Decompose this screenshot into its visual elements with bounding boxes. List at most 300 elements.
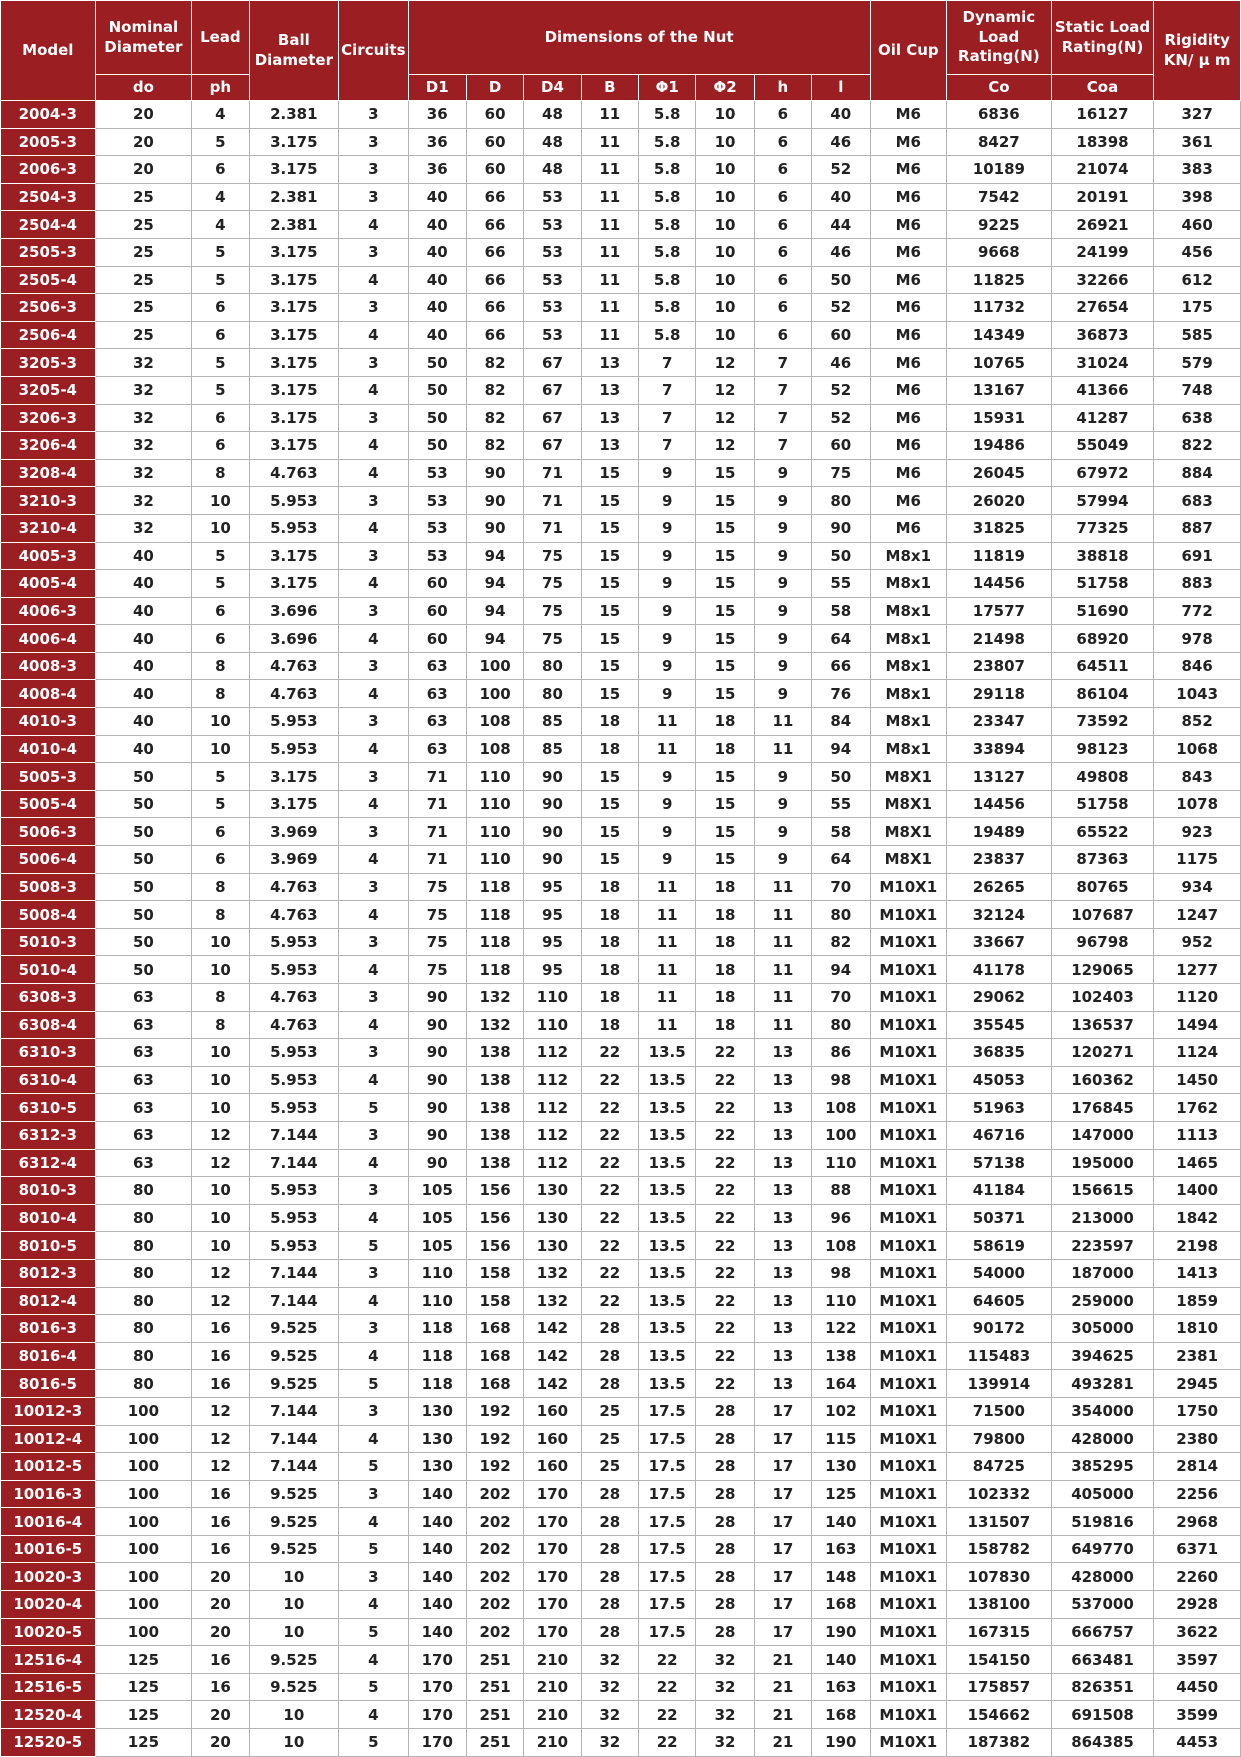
cell-d1: 50 xyxy=(408,404,466,432)
table-row xyxy=(1,1232,1241,1260)
cell-nominal-diameter: 32 xyxy=(95,432,192,460)
cell-d: 202 xyxy=(466,1535,523,1563)
cell-circuits: 4 xyxy=(339,211,408,239)
cell-lead: 16 xyxy=(192,1480,249,1508)
cell-d4: 48 xyxy=(524,156,581,184)
cell-model: 2006-3 xyxy=(1,156,96,184)
cell-phi2: 22 xyxy=(696,1039,754,1067)
cell-circuits: 4 xyxy=(339,1066,408,1094)
cell-b: 22 xyxy=(581,1094,638,1122)
cell-l: 122 xyxy=(812,1315,870,1343)
cell-lead: 12 xyxy=(192,1453,249,1481)
cell-d4: 95 xyxy=(524,928,581,956)
cell-d: 94 xyxy=(466,570,523,598)
cell-b: 28 xyxy=(581,1535,638,1563)
table-row xyxy=(1,156,1241,184)
cell-nominal-diameter: 100 xyxy=(95,1591,192,1619)
cell-d1: 71 xyxy=(408,818,466,846)
cell-l: 163 xyxy=(812,1673,870,1701)
cell-static-load: 87363 xyxy=(1051,846,1154,874)
cell-d4: 53 xyxy=(524,294,581,322)
cell-d4: 170 xyxy=(524,1618,581,1646)
cell-circuits: 4 xyxy=(339,321,408,349)
cell-circuits: 5 xyxy=(339,1729,408,1757)
cell-h: 11 xyxy=(754,956,811,984)
table-row xyxy=(1,376,1241,404)
cell-circuits: 4 xyxy=(339,376,408,404)
cell-b: 15 xyxy=(581,487,638,515)
cell-l: 168 xyxy=(812,1591,870,1619)
table-row xyxy=(1,1370,1241,1398)
cell-phi2: 15 xyxy=(696,790,754,818)
cell-nominal-diameter: 50 xyxy=(95,956,192,984)
cell-circuits: 3 xyxy=(339,1121,408,1149)
cell-model: 4006-3 xyxy=(1,597,96,625)
cell-nominal-diameter: 25 xyxy=(95,238,192,266)
cell-rigidity: 4453 xyxy=(1154,1729,1241,1757)
cell-phi1: 13.5 xyxy=(639,1094,696,1122)
cell-phi2: 15 xyxy=(696,652,754,680)
cell-d1: 140 xyxy=(408,1563,466,1591)
cell-dynamic-load: 11825 xyxy=(947,266,1052,294)
cell-oil-cup: M10X1 xyxy=(870,1287,946,1315)
cell-model: 10016-5 xyxy=(1,1535,96,1563)
cell-lead: 20 xyxy=(192,1563,249,1591)
cell-l: 58 xyxy=(812,597,870,625)
cell-lead: 10 xyxy=(192,1177,249,1205)
cell-model: 10016-4 xyxy=(1,1508,96,1536)
cell-dynamic-load: 10765 xyxy=(947,349,1052,377)
cell-model: 5005-4 xyxy=(1,790,96,818)
cell-nominal-diameter: 20 xyxy=(95,156,192,184)
cell-phi1: 17.5 xyxy=(639,1480,696,1508)
header-oil-cup: Oil Cup xyxy=(870,1,946,101)
cell-d: 66 xyxy=(466,183,523,211)
cell-ball-diameter: 9.525 xyxy=(249,1315,339,1343)
cell-ball-diameter: 9.525 xyxy=(249,1508,339,1536)
cell-ball-diameter: 4.763 xyxy=(249,680,339,708)
cell-l: 98 xyxy=(812,1066,870,1094)
cell-d1: 105 xyxy=(408,1232,466,1260)
table-row xyxy=(1,1453,1241,1481)
cell-phi1: 9 xyxy=(639,542,696,570)
cell-d: 192 xyxy=(466,1425,523,1453)
header-circuits: Circuits xyxy=(339,1,408,101)
cell-circuits: 4 xyxy=(339,1591,408,1619)
table-row xyxy=(1,1177,1241,1205)
cell-d4: 67 xyxy=(524,404,581,432)
cell-d: 202 xyxy=(466,1508,523,1536)
cell-rigidity: 748 xyxy=(1154,376,1241,404)
cell-oil-cup: M10X1 xyxy=(870,1011,946,1039)
cell-phi1: 9 xyxy=(639,790,696,818)
cell-oil-cup: M10X1 xyxy=(870,928,946,956)
cell-nominal-diameter: 50 xyxy=(95,901,192,929)
cell-lead: 6 xyxy=(192,625,249,653)
cell-oil-cup: M10X1 xyxy=(870,1701,946,1729)
cell-lead: 20 xyxy=(192,1701,249,1729)
cell-d1: 36 xyxy=(408,101,466,129)
cell-dynamic-load: 90172 xyxy=(947,1315,1052,1343)
cell-oil-cup: M8x1 xyxy=(870,625,946,653)
cell-d: 132 xyxy=(466,1011,523,1039)
cell-dynamic-load: 14456 xyxy=(947,570,1052,598)
table-row xyxy=(1,928,1241,956)
table-row xyxy=(1,321,1241,349)
cell-rigidity: 638 xyxy=(1154,404,1241,432)
cell-lead: 6 xyxy=(192,404,249,432)
cell-static-load: 354000 xyxy=(1051,1397,1154,1425)
cell-phi1: 11 xyxy=(639,1011,696,1039)
cell-h: 9 xyxy=(754,597,811,625)
cell-oil-cup: M10X1 xyxy=(870,1094,946,1122)
cell-model: 12516-4 xyxy=(1,1646,96,1674)
cell-rigidity: 691 xyxy=(1154,542,1241,570)
cell-ball-diameter: 3.175 xyxy=(249,570,339,598)
cell-d: 202 xyxy=(466,1591,523,1619)
cell-d4: 71 xyxy=(524,514,581,542)
cell-oil-cup: M8x1 xyxy=(870,597,946,625)
cell-nominal-diameter: 63 xyxy=(95,1121,192,1149)
cell-static-load: 65522 xyxy=(1051,818,1154,846)
cell-phi1: 5.8 xyxy=(639,211,696,239)
cell-circuits: 4 xyxy=(339,790,408,818)
cell-oil-cup: M6 xyxy=(870,128,946,156)
cell-ball-diameter: 10 xyxy=(249,1618,339,1646)
table-row xyxy=(1,708,1241,736)
cell-ball-diameter: 2.381 xyxy=(249,183,339,211)
cell-d4: 80 xyxy=(524,680,581,708)
cell-d4: 67 xyxy=(524,432,581,460)
cell-d: 110 xyxy=(466,846,523,874)
cell-h: 6 xyxy=(754,128,811,156)
cell-d: 192 xyxy=(466,1397,523,1425)
cell-l: 190 xyxy=(812,1618,870,1646)
cell-phi1: 13.5 xyxy=(639,1149,696,1177)
cell-phi2: 15 xyxy=(696,597,754,625)
cell-ball-diameter: 9.525 xyxy=(249,1673,339,1701)
cell-d4: 90 xyxy=(524,790,581,818)
cell-rigidity: 3599 xyxy=(1154,1701,1241,1729)
cell-dynamic-load: 33667 xyxy=(947,928,1052,956)
cell-d4: 90 xyxy=(524,846,581,874)
cell-l: 168 xyxy=(812,1701,870,1729)
cell-phi2: 10 xyxy=(696,156,754,184)
cell-lead: 16 xyxy=(192,1646,249,1674)
cell-d: 82 xyxy=(466,376,523,404)
cell-h: 9 xyxy=(754,763,811,791)
cell-static-load: 305000 xyxy=(1051,1315,1154,1343)
cell-l: 94 xyxy=(812,735,870,763)
cell-static-load: 31024 xyxy=(1051,349,1154,377)
cell-circuits: 3 xyxy=(339,404,408,432)
cell-b: 18 xyxy=(581,956,638,984)
cell-phi2: 12 xyxy=(696,349,754,377)
cell-ball-diameter: 7.144 xyxy=(249,1453,339,1481)
cell-h: 7 xyxy=(754,404,811,432)
cell-phi1: 7 xyxy=(639,432,696,460)
cell-h: 13 xyxy=(754,1066,811,1094)
cell-dynamic-load: 54000 xyxy=(947,1259,1052,1287)
cell-dynamic-load: 14349 xyxy=(947,321,1052,349)
cell-d4: 160 xyxy=(524,1425,581,1453)
cell-h: 11 xyxy=(754,901,811,929)
cell-rigidity: 175 xyxy=(1154,294,1241,322)
cell-model: 8012-3 xyxy=(1,1259,96,1287)
cell-oil-cup: M10X1 xyxy=(870,1425,946,1453)
cell-phi2: 15 xyxy=(696,680,754,708)
cell-model: 8016-3 xyxy=(1,1315,96,1343)
cell-nominal-diameter: 25 xyxy=(95,321,192,349)
cell-d: 251 xyxy=(466,1729,523,1757)
cell-phi1: 9 xyxy=(639,680,696,708)
table-header xyxy=(1,1,1241,101)
cell-lead: 10 xyxy=(192,1204,249,1232)
cell-b: 15 xyxy=(581,459,638,487)
cell-d1: 170 xyxy=(408,1646,466,1674)
cell-ball-diameter: 3.175 xyxy=(249,763,339,791)
cell-l: 108 xyxy=(812,1232,870,1260)
cell-ball-diameter: 3.969 xyxy=(249,846,339,874)
cell-lead: 5 xyxy=(192,349,249,377)
cell-static-load: 77325 xyxy=(1051,514,1154,542)
cell-phi1: 13.5 xyxy=(639,1232,696,1260)
cell-static-load: 663481 xyxy=(1051,1646,1154,1674)
cell-b: 28 xyxy=(581,1563,638,1591)
cell-ball-diameter: 9.525 xyxy=(249,1370,339,1398)
cell-phi2: 28 xyxy=(696,1453,754,1481)
cell-dynamic-load: 36835 xyxy=(947,1039,1052,1067)
cell-h: 9 xyxy=(754,542,811,570)
cell-static-load: 493281 xyxy=(1051,1370,1154,1398)
cell-phi2: 22 xyxy=(696,1315,754,1343)
cell-dynamic-load: 102332 xyxy=(947,1480,1052,1508)
cell-static-load: 27654 xyxy=(1051,294,1154,322)
cell-b: 22 xyxy=(581,1149,638,1177)
cell-h: 11 xyxy=(754,1011,811,1039)
cell-circuits: 3 xyxy=(339,487,408,515)
cell-phi1: 9 xyxy=(639,846,696,874)
cell-model: 5006-3 xyxy=(1,818,96,846)
table-row xyxy=(1,1039,1241,1067)
cell-nominal-diameter: 125 xyxy=(95,1673,192,1701)
cell-dynamic-load: 26020 xyxy=(947,487,1052,515)
cell-phi2: 22 xyxy=(696,1066,754,1094)
cell-d: 60 xyxy=(466,101,523,129)
cell-circuits: 3 xyxy=(339,238,408,266)
cell-dynamic-load: 19489 xyxy=(947,818,1052,846)
cell-dynamic-load: 7542 xyxy=(947,183,1052,211)
cell-static-load: 136537 xyxy=(1051,1011,1154,1039)
cell-dynamic-load: 41184 xyxy=(947,1177,1052,1205)
cell-circuits: 4 xyxy=(339,735,408,763)
cell-model: 5005-3 xyxy=(1,763,96,791)
cell-oil-cup: M8x1 xyxy=(870,570,946,598)
cell-static-load: 20191 xyxy=(1051,183,1154,211)
cell-circuits: 5 xyxy=(339,1232,408,1260)
cell-rigidity: 978 xyxy=(1154,625,1241,653)
cell-model: 10016-3 xyxy=(1,1480,96,1508)
cell-circuits: 5 xyxy=(339,1370,408,1398)
cell-lead: 8 xyxy=(192,873,249,901)
cell-phi1: 9 xyxy=(639,652,696,680)
cell-l: 46 xyxy=(812,349,870,377)
cell-d4: 75 xyxy=(524,542,581,570)
cell-d1: 53 xyxy=(408,542,466,570)
cell-lead: 20 xyxy=(192,1729,249,1757)
cell-phi2: 22 xyxy=(696,1204,754,1232)
cell-dynamic-load: 15931 xyxy=(947,404,1052,432)
cell-l: 50 xyxy=(812,542,870,570)
cell-model: 2004-3 xyxy=(1,101,96,129)
cell-circuits: 5 xyxy=(339,1535,408,1563)
cell-rigidity: 1859 xyxy=(1154,1287,1241,1315)
cell-nominal-diameter: 40 xyxy=(95,735,192,763)
cell-ball-diameter: 9.525 xyxy=(249,1535,339,1563)
cell-lead: 12 xyxy=(192,1287,249,1315)
cell-b: 15 xyxy=(581,763,638,791)
cell-model: 10012-3 xyxy=(1,1397,96,1425)
cell-dynamic-load: 29118 xyxy=(947,680,1052,708)
cell-dynamic-load: 33894 xyxy=(947,735,1052,763)
cell-b: 15 xyxy=(581,514,638,542)
table-row xyxy=(1,1011,1241,1039)
cell-d1: 63 xyxy=(408,735,466,763)
table-row xyxy=(1,873,1241,901)
cell-model: 2505-3 xyxy=(1,238,96,266)
cell-d4: 110 xyxy=(524,1011,581,1039)
cell-static-load: 86104 xyxy=(1051,680,1154,708)
cell-oil-cup: M6 xyxy=(870,349,946,377)
cell-nominal-diameter: 32 xyxy=(95,376,192,404)
cell-b: 13 xyxy=(581,432,638,460)
cell-circuits: 3 xyxy=(339,156,408,184)
cell-d1: 36 xyxy=(408,156,466,184)
cell-d: 138 xyxy=(466,1066,523,1094)
cell-phi2: 18 xyxy=(696,1011,754,1039)
cell-phi2: 18 xyxy=(696,956,754,984)
cell-oil-cup: M10X1 xyxy=(870,901,946,929)
cell-d1: 36 xyxy=(408,128,466,156)
cell-ball-diameter: 5.953 xyxy=(249,1066,339,1094)
cell-phi1: 9 xyxy=(639,514,696,542)
cell-dynamic-load: 10189 xyxy=(947,156,1052,184)
cell-nominal-diameter: 80 xyxy=(95,1177,192,1205)
cell-ball-diameter: 7.144 xyxy=(249,1259,339,1287)
cell-d1: 130 xyxy=(408,1425,466,1453)
cell-phi1: 5.8 xyxy=(639,183,696,211)
cell-ball-diameter: 9.525 xyxy=(249,1646,339,1674)
cell-d4: 95 xyxy=(524,956,581,984)
cell-phi2: 22 xyxy=(696,1232,754,1260)
cell-phi1: 9 xyxy=(639,597,696,625)
cell-model: 6312-4 xyxy=(1,1149,96,1177)
cell-d: 202 xyxy=(466,1480,523,1508)
cell-ball-diameter: 2.381 xyxy=(249,101,339,129)
cell-rigidity: 327 xyxy=(1154,101,1241,129)
cell-nominal-diameter: 125 xyxy=(95,1646,192,1674)
cell-phi1: 22 xyxy=(639,1729,696,1757)
cell-h: 17 xyxy=(754,1425,811,1453)
cell-h: 9 xyxy=(754,846,811,874)
cell-lead: 5 xyxy=(192,238,249,266)
cell-lead: 10 xyxy=(192,1039,249,1067)
cell-h: 17 xyxy=(754,1591,811,1619)
cell-lead: 10 xyxy=(192,735,249,763)
cell-phi2: 15 xyxy=(696,487,754,515)
cell-phi1: 13.5 xyxy=(639,1259,696,1287)
cell-h: 17 xyxy=(754,1563,811,1591)
cell-circuits: 3 xyxy=(339,1563,408,1591)
cell-d4: 210 xyxy=(524,1701,581,1729)
cell-oil-cup: M10X1 xyxy=(870,1535,946,1563)
cell-circuits: 3 xyxy=(339,597,408,625)
cell-l: 52 xyxy=(812,294,870,322)
cell-static-load: 213000 xyxy=(1051,1204,1154,1232)
header-sub-l: l xyxy=(812,75,870,101)
cell-h: 13 xyxy=(754,1121,811,1149)
cell-dynamic-load: 46716 xyxy=(947,1121,1052,1149)
cell-d1: 40 xyxy=(408,294,466,322)
cell-d: 110 xyxy=(466,790,523,818)
cell-rigidity: 1175 xyxy=(1154,846,1241,874)
cell-nominal-diameter: 100 xyxy=(95,1480,192,1508)
cell-phi2: 28 xyxy=(696,1397,754,1425)
cell-model: 2005-3 xyxy=(1,128,96,156)
header-rigidity: Rigidity KN/ μ m xyxy=(1154,1,1241,101)
cell-phi1: 13.5 xyxy=(639,1370,696,1398)
cell-d1: 53 xyxy=(408,459,466,487)
cell-rigidity: 3622 xyxy=(1154,1618,1241,1646)
cell-model: 3205-3 xyxy=(1,349,96,377)
cell-b: 22 xyxy=(581,1232,638,1260)
cell-static-load: 51758 xyxy=(1051,570,1154,598)
cell-phi1: 13.5 xyxy=(639,1177,696,1205)
cell-b: 15 xyxy=(581,652,638,680)
cell-ball-diameter: 5.953 xyxy=(249,514,339,542)
cell-d4: 210 xyxy=(524,1729,581,1757)
cell-dynamic-load: 115483 xyxy=(947,1342,1052,1370)
cell-d: 66 xyxy=(466,211,523,239)
cell-h: 7 xyxy=(754,376,811,404)
cell-phi2: 22 xyxy=(696,1259,754,1287)
cell-circuits: 3 xyxy=(339,1480,408,1508)
cell-model: 4008-3 xyxy=(1,652,96,680)
cell-dynamic-load: 26045 xyxy=(947,459,1052,487)
cell-l: 125 xyxy=(812,1480,870,1508)
cell-h: 13 xyxy=(754,1039,811,1067)
cell-model: 5008-3 xyxy=(1,873,96,901)
cell-ball-diameter: 3.175 xyxy=(249,156,339,184)
cell-lead: 10 xyxy=(192,956,249,984)
cell-nominal-diameter: 40 xyxy=(95,652,192,680)
cell-phi2: 22 xyxy=(696,1177,754,1205)
cell-d1: 50 xyxy=(408,432,466,460)
cell-lead: 5 xyxy=(192,542,249,570)
cell-lead: 4 xyxy=(192,183,249,211)
cell-static-load: 16127 xyxy=(1051,101,1154,129)
cell-phi2: 28 xyxy=(696,1591,754,1619)
cell-lead: 10 xyxy=(192,1066,249,1094)
cell-nominal-diameter: 63 xyxy=(95,1066,192,1094)
cell-oil-cup: M8X1 xyxy=(870,763,946,791)
cell-phi1: 5.8 xyxy=(639,266,696,294)
cell-d1: 118 xyxy=(408,1342,466,1370)
cell-d1: 90 xyxy=(408,1011,466,1039)
cell-rigidity: 1124 xyxy=(1154,1039,1241,1067)
cell-model: 6308-3 xyxy=(1,984,96,1012)
cell-d4: 110 xyxy=(524,984,581,1012)
